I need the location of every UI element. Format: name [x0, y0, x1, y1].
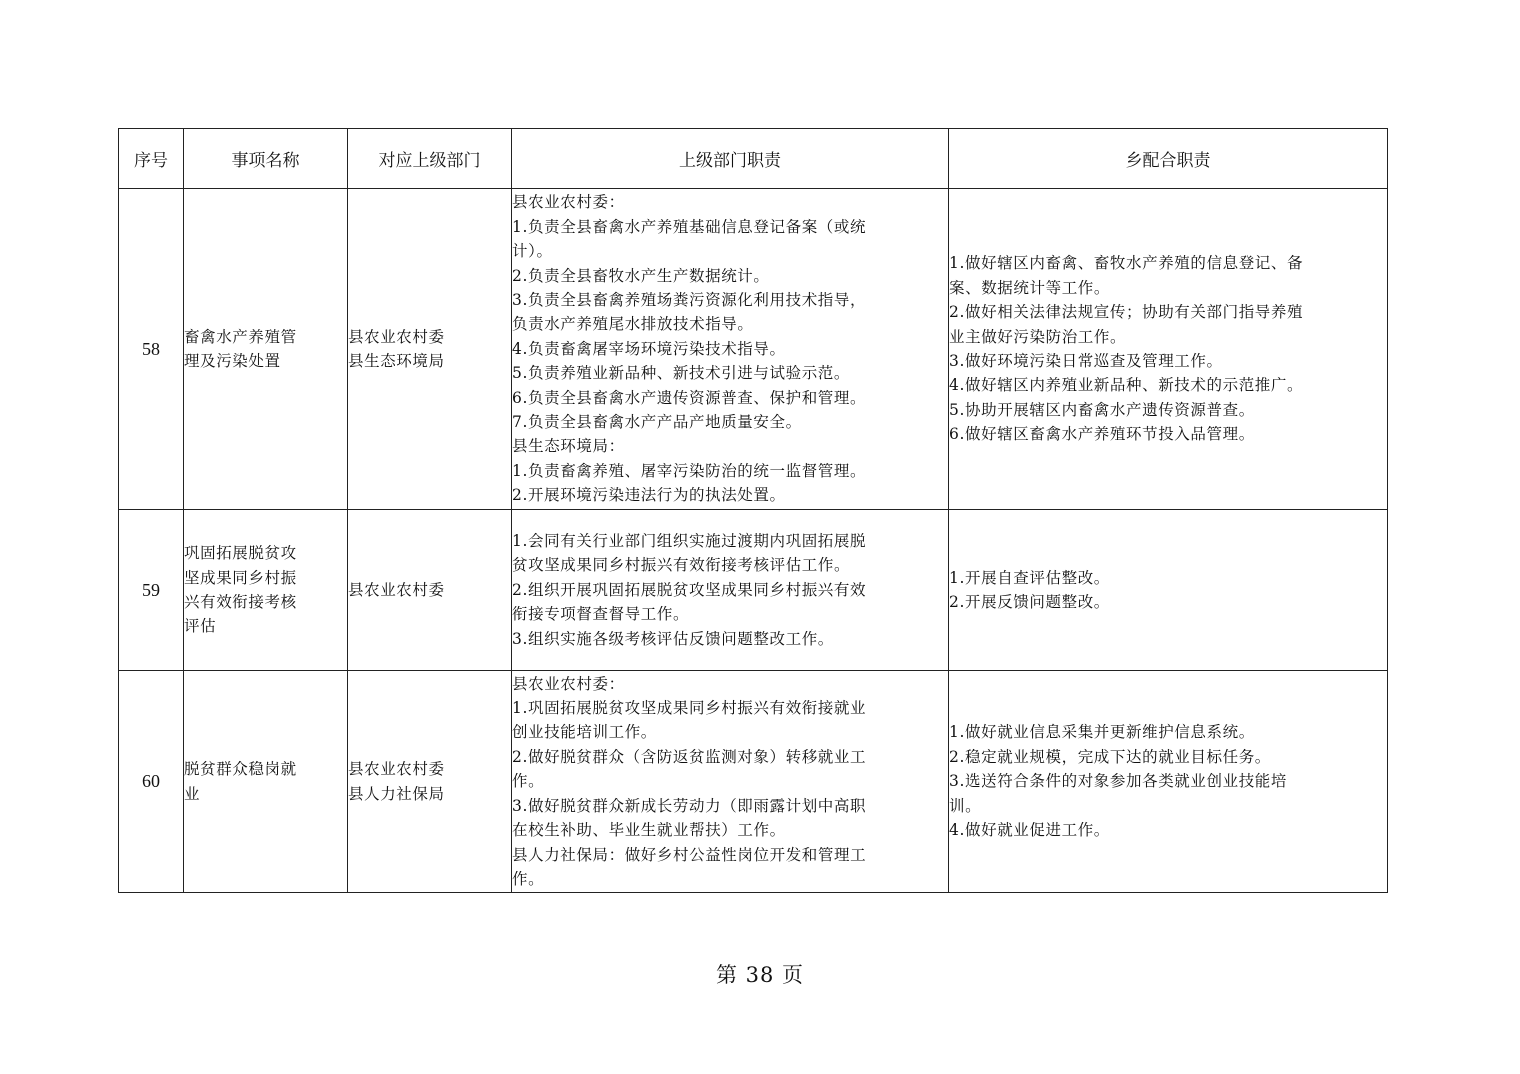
- text-line: 2.组织开展巩固拓展脱贫攻坚成果同乡村振兴有效: [512, 580, 867, 599]
- text-line: 业主做好污染防治工作。: [949, 327, 1127, 346]
- department-cell: [348, 671, 512, 893]
- text-line: 2.负责全县畜牧水产生产数据统计。: [512, 266, 770, 285]
- superior-duties-cell: [512, 671, 949, 893]
- text-line: 理及污染处置: [184, 352, 281, 370]
- item-name-cell: [184, 510, 348, 671]
- table-header-row: [119, 129, 1388, 189]
- text-line: 评估: [184, 617, 217, 636]
- header-superior-duties: 上级部门职责: [512, 129, 949, 189]
- page-number: 第 38 页: [715, 963, 805, 987]
- header-superior-department: 对应上级部门: [348, 129, 512, 189]
- text-line: 6.负责全县畜禽水产遗传资源普查、保护和管理。: [512, 388, 867, 407]
- text-line: 1.负责全县畜禽水产养殖基础信息登记备案（或统: [512, 217, 867, 236]
- text-line: 脱贫群众稳岗就: [184, 760, 297, 779]
- text-line: 巩固拓展脱贫攻: [184, 544, 297, 563]
- header-item-name: 事项名称: [184, 129, 348, 189]
- text-line: 3.做好环境污染日常巡查及管理工作。: [949, 352, 1223, 370]
- township-duties-cell: [949, 189, 1388, 510]
- text-line: 畜禽水产养殖管: [184, 327, 297, 346]
- text-line: 3.做好脱贫群众新成长劳动力（即雨露计划中高职: [512, 796, 867, 815]
- text-line: 1.负责畜禽养殖、屠宰污染防治的统一监督管理。: [512, 461, 867, 480]
- table-row: [119, 671, 1388, 893]
- text-line: 县农业农村委: [348, 580, 445, 599]
- text-line: 1.会同有关行业部门组织实施过渡期内巩固拓展脱: [512, 531, 867, 550]
- text-line: 4.负责畜禽屠宰场环境污染技术指导。: [512, 339, 786, 358]
- superior-duties-cell: [512, 189, 949, 510]
- text-line: 县农业农村委：: [512, 193, 625, 212]
- text-line: 1.开展自查评估整改。: [949, 568, 1110, 587]
- header-township-duties: 乡配合职责: [949, 129, 1388, 189]
- text-line: 2.开展环境污染违法行为的执法处置。: [512, 486, 786, 505]
- table-row: [119, 189, 1388, 510]
- text-line: 5.负责养殖业新品种、新技术引进与试验示范。: [512, 364, 850, 383]
- superior-duties-cell: [512, 510, 949, 671]
- department-cell: [348, 189, 512, 510]
- text-line: 2.做好相关法律法规宣传；协助有关部门指导养殖: [949, 303, 1304, 322]
- text-line: 作。: [512, 869, 545, 888]
- text-line: 2.做好脱贫群众（含防返贫监测对象）转移就业工: [512, 747, 867, 766]
- text-line: 业: [184, 784, 201, 803]
- text-line: 案、数据统计等工作。: [949, 278, 1111, 297]
- text-line: 坚成果同乡村振: [184, 568, 297, 587]
- text-line: 作。: [512, 772, 545, 791]
- duties-table: [118, 128, 1388, 893]
- text-line: 县农业农村委：: [512, 674, 625, 693]
- text-line: 计）。: [512, 242, 553, 261]
- text-line: 6.做好辖区畜禽水产养殖环节投入品管理。: [949, 425, 1255, 444]
- department-cell: [348, 510, 512, 671]
- text-line: 县生态环境局: [348, 352, 445, 370]
- text-line: 3.负责全县畜禽养殖场粪污资源化利用技术指导，: [512, 290, 867, 309]
- text-line: 负责水产养殖尾水排放技术指导。: [512, 315, 754, 334]
- text-line: 4.做好就业促进工作。: [949, 821, 1110, 840]
- table-row: [119, 510, 1388, 671]
- row-number: 60: [119, 671, 184, 893]
- text-line: 3.选送符合条件的对象参加各类就业创业技能培: [949, 772, 1287, 791]
- header-serial-number: 序号: [119, 129, 184, 189]
- text-line: 7.负责全县畜禽水产产品产地质量安全。: [512, 413, 802, 432]
- text-line: 县农业农村委: [348, 327, 445, 346]
- text-line: 1.做好就业信息采集并更新维护信息系统。: [949, 723, 1255, 742]
- township-duties-cell: [949, 671, 1388, 893]
- text-line: 县人力社保局: [348, 784, 445, 803]
- item-name-cell: [184, 671, 348, 893]
- row-number: 58: [119, 189, 184, 510]
- text-line: 1.巩固拓展脱贫攻坚成果同乡村振兴有效衔接就业: [512, 699, 867, 718]
- text-line: 贫攻坚成果同乡村振兴有效衔接考核评估工作。: [512, 556, 851, 575]
- township-duties-cell: [949, 510, 1388, 671]
- text-line: 县人力社保局：做好乡村公益性岗位开发和管理工: [512, 845, 867, 864]
- text-line: 训。: [949, 796, 982, 815]
- text-line: 兴有效衔接考核: [184, 593, 297, 611]
- text-line: 2.开展反馈问题整改。: [949, 593, 1110, 611]
- text-line: 5.协助开展辖区内畜禽水产遗传资源普查。: [949, 400, 1255, 419]
- text-line: 3.组织实施各级考核评估反馈问题整改工作。: [512, 629, 834, 648]
- text-line: 2.稳定就业规模，完成下达的就业目标任务。: [949, 747, 1271, 766]
- text-line: 创业技能培训工作。: [512, 723, 657, 742]
- text-line: 县农业农村委: [348, 760, 445, 779]
- row-number: 59: [119, 510, 184, 671]
- text-line: 1.做好辖区内畜禽、畜牧水产养殖的信息登记、备: [949, 254, 1304, 273]
- item-name-cell: [184, 189, 348, 510]
- text-line: 县生态环境局：: [512, 437, 625, 456]
- text-line: 在校生补助、毕业生就业帮扶）工作。: [512, 821, 786, 840]
- text-line: 衔接专项督查督导工作。: [512, 605, 690, 624]
- text-line: 4.做好辖区内养殖业新品种、新技术的示范推广。: [949, 376, 1304, 395]
